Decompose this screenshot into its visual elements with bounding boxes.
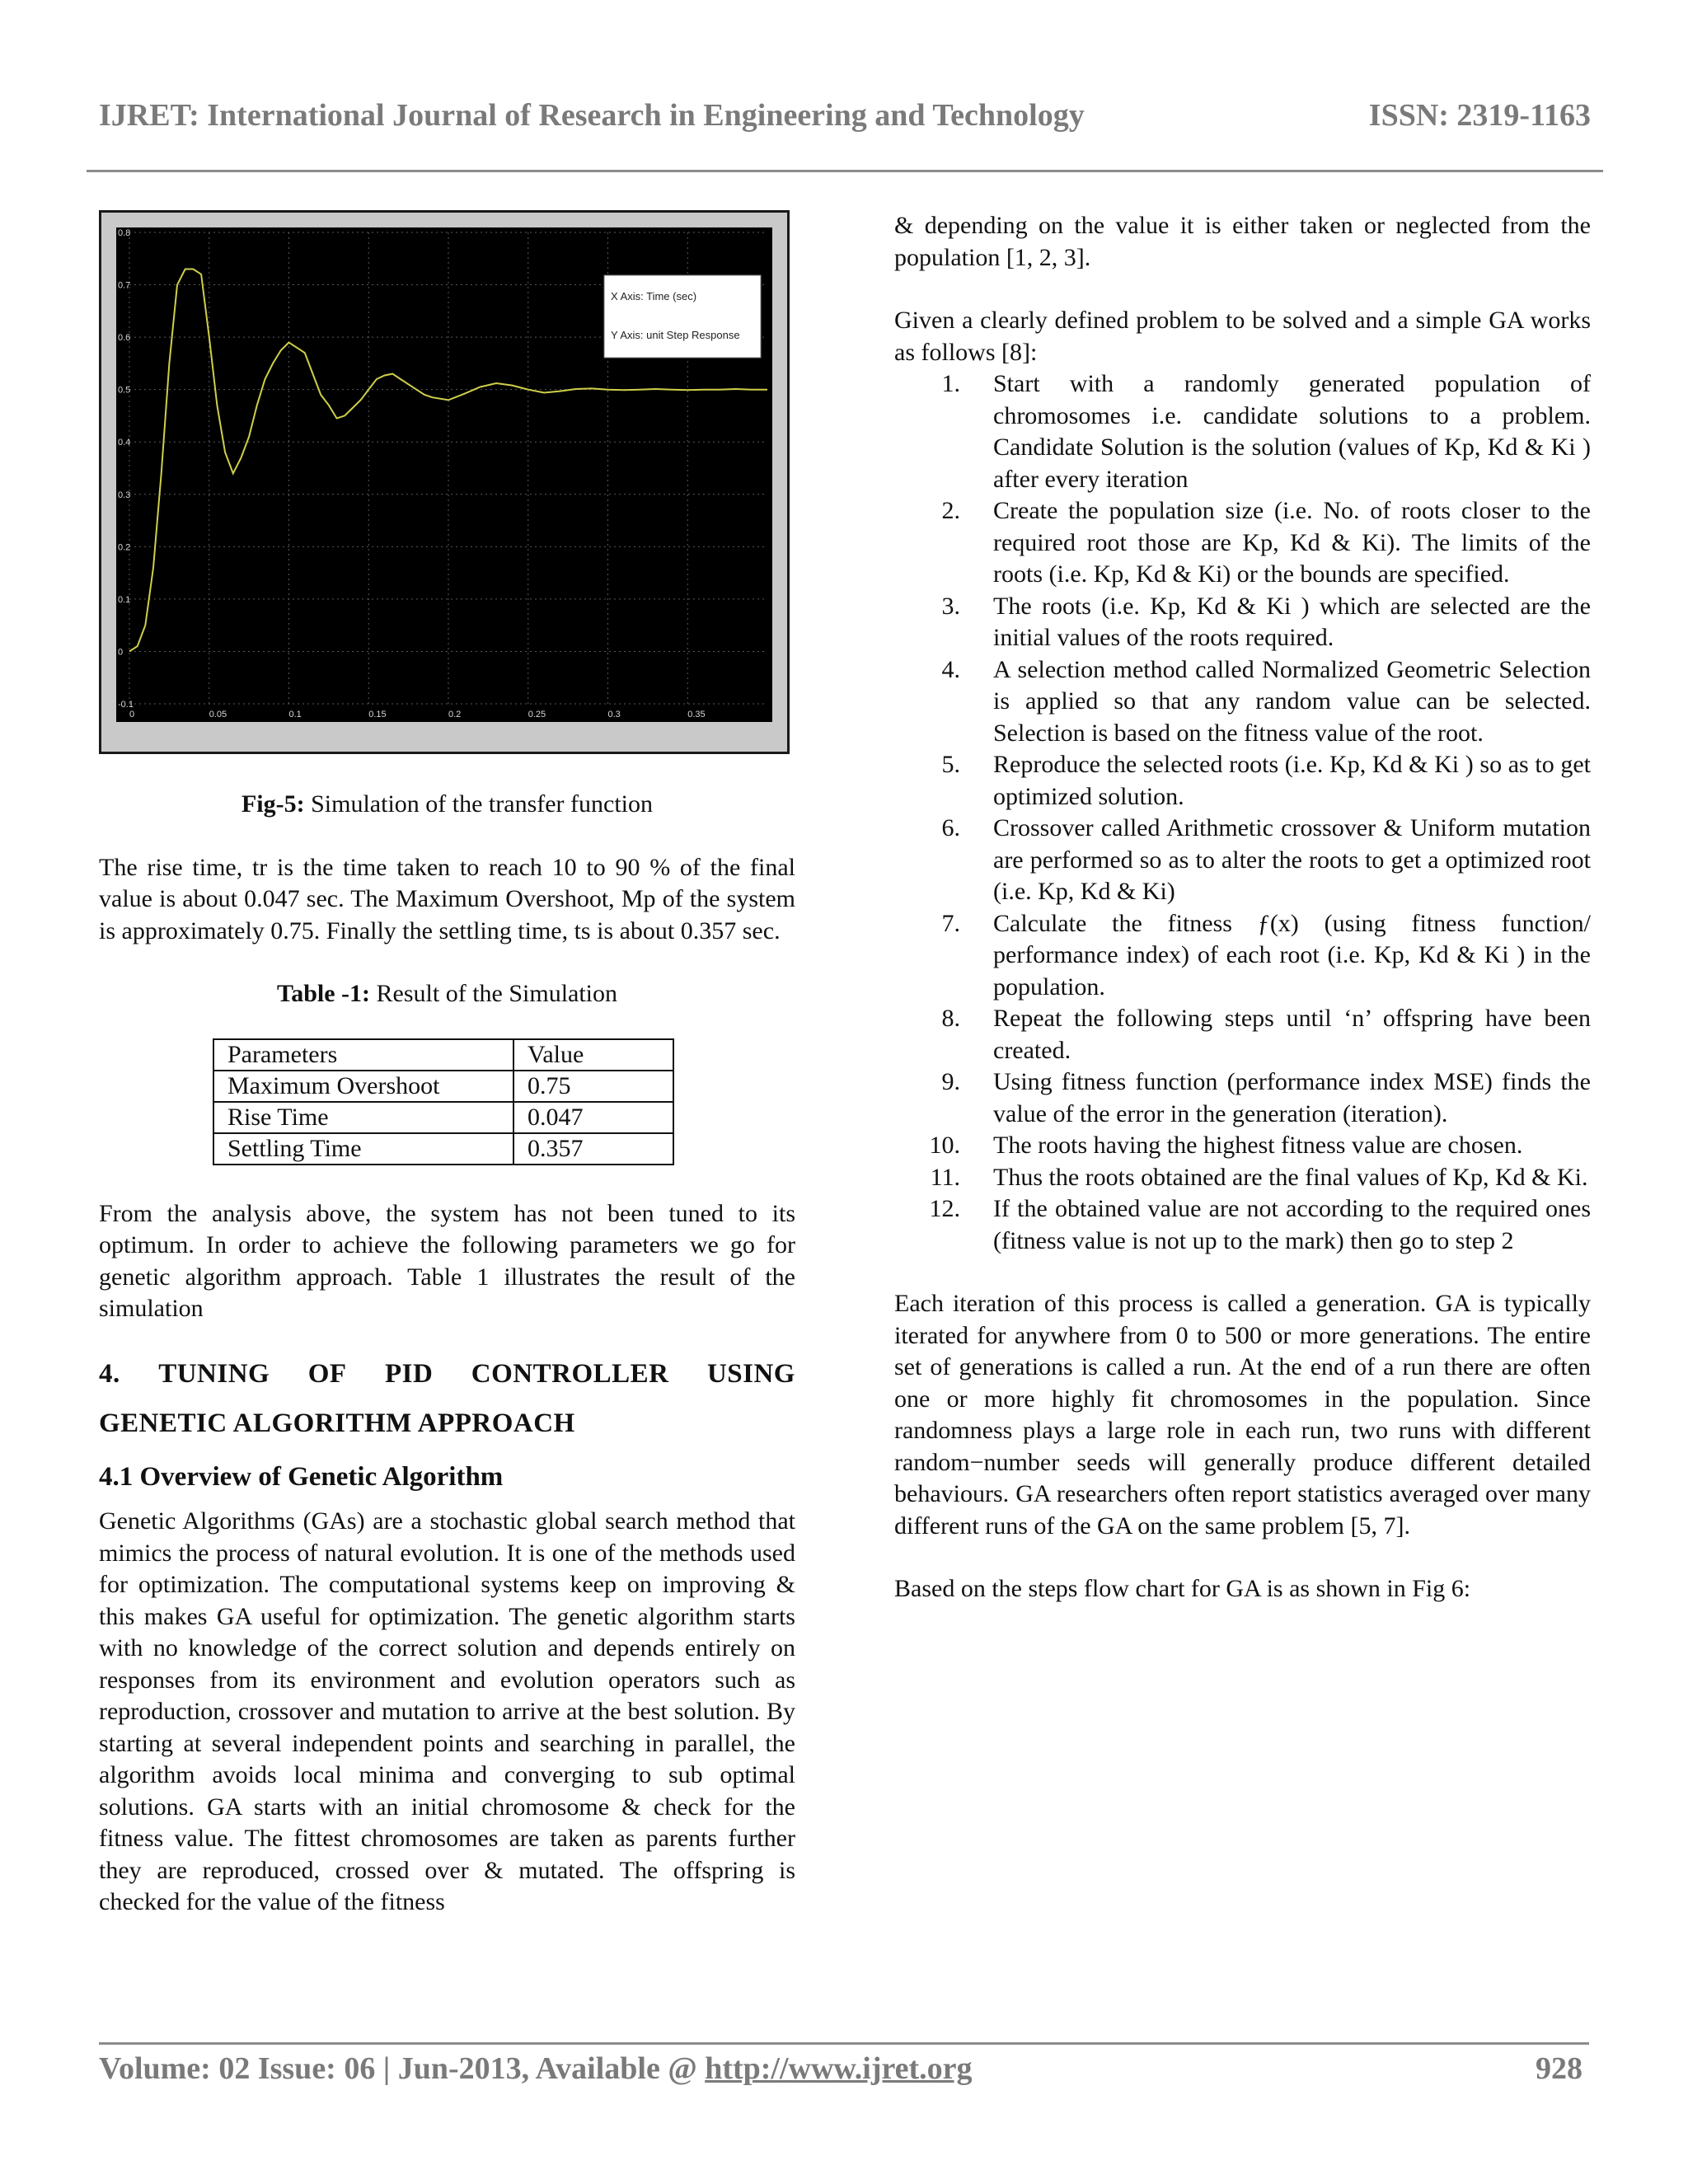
figure-5: [99, 210, 790, 754]
table-row: Settling Time 0.357: [213, 1133, 673, 1165]
table-row: Parameters Value: [213, 1039, 673, 1071]
page-footer: Volume: 02 Issue: 06 | Jun-2013, Available @ http://www.ijret.org 928: [99, 2051, 1582, 2086]
issn: ISSN: 2319-1163: [1368, 98, 1591, 133]
x-tick-label: 0.35: [687, 710, 706, 719]
list-item: 12. If the obtained value are not according to the required ones (fitness value is not up to the mark) then go to step 2: [929, 1195, 1591, 1254]
paragraph-ga-overview: Genetic Algorithms (GAs) are a stochastic global search method that mimics the process of natural evolution. It is one of the methods used for optimization. The computational systems keep on improving & this makes GA useful for optimization. The genetic algorithm starts with no knowledge of the correct solution and depends entirely on responses from its environment and evolution operators such as reproduction, crossover and mutation to arrive at the best solution. By starting at several independent points and searching in parallel, the algorithm avoids local minima and converging to sub optimal solutions. GA starts with an initial chromosome & check for the fitness value. The fittest chromosomes are taken as parents further they are reproduced, crossed over & mutated. The offspring is checked for the value of the fitness: [99, 1507, 795, 1915]
x-tick-label: 0.1: [288, 710, 302, 719]
y-tick-label: 0.7: [118, 280, 131, 291]
y-tick-label: -0.1: [118, 700, 134, 710]
y-tick-label: 0.4: [118, 438, 131, 448]
x-tick-label: 0.05: [209, 710, 227, 719]
journal-title: IJRET: International Journal of Research in Engineering and Technology: [99, 98, 1085, 133]
paragraph-ga-intro: Given a clearly defined problem to be solved and a simple GA works as follows [8]:: [894, 307, 1591, 366]
x-tick-label: 0.2: [448, 710, 462, 719]
page-number: 928: [1536, 2051, 1582, 2086]
y-tick-label: 0: [118, 647, 124, 658]
left-column: [99, 210, 795, 1919]
right-column: [894, 210, 1591, 1605]
legend-box: [604, 275, 761, 358]
paragraph-analysis: From the analysis above, the system has not been tuned to its optimum. In order to achieve the following parameters we go for genetic algorithm approach. Table 1 illustrates the result of the simulation: [99, 1199, 795, 1322]
list-item: 5. Reproduce the selected roots (i.e. Kp, Kd & Ki ) so as to get optimized solution.: [941, 751, 1591, 810]
list-item: 11. Thus the roots obtained are the final values of Kp, Kd & Ki.: [930, 1163, 1588, 1191]
list-item: 3. The roots (i.e. Kp, Kd & Ki ) which are selected are the initial values of the roots required.: [941, 592, 1591, 651]
list-item: 8. Repeat the following steps until ‘n’ offspring have been created.: [941, 1005, 1591, 1064]
paragraph-continuation: & depending on the value it is either taken or neglected from the population [1, 2, 3].: [894, 212, 1591, 271]
section-heading-4: 4. TUNING OF PID CONTROLLER USING GENETIC ALGORITHM APPROACH: [99, 1358, 795, 1438]
paragraph-rise-time: The rise time, tr is the time taken to reach 10 to 90 % of the final value is about 0.047 sec. The Maximum Overshoot, Mp of the system is approximately 0.75. Finally the settling time, ts is about 0.357 sec.: [99, 853, 795, 944]
list-item: 1. Start with a randomly generated population of chromosomes i.e. candidate solutions to a problem. Candidate Solution is the solution (values of Kp, Kd & Ki ) after every iteration: [941, 370, 1591, 493]
y-tick-label: 0.5: [118, 385, 131, 396]
table-row: Maximum Overshoot 0.75: [213, 1071, 673, 1102]
y-tick-label: 0.6: [118, 333, 131, 344]
y-tick-label: 0.1: [118, 594, 131, 605]
y-tick-label: 0.8: [118, 228, 131, 238]
x-tick-label: 0.3: [607, 710, 621, 719]
header-rule: [87, 170, 1603, 172]
y-tick-label: 0.3: [118, 490, 131, 500]
result-table: [213, 1038, 674, 1165]
paragraph-flow-chart: Based on the steps flow chart for GA is as shown in Fig 6:: [894, 1575, 1471, 1602]
legend-y-axis: Y Axis: unit Step Response: [611, 329, 740, 341]
journal-link[interactable]: http://www.ijret.org: [705, 2051, 973, 2086]
subsection-heading-4-1: 4.1 Overview of Genetic Algorithm: [99, 1461, 504, 1492]
table-row: Rise Time 0.047: [213, 1102, 673, 1133]
list-item: 2. Create the population size (i.e. No. of roots closer to the required root those are Kp, Kd & Ki). The limits of the roots (i.e. Kp, Kd & Ki) or the bounds are specified.: [941, 497, 1591, 588]
paragraph-generation: Each iteration of this process is called a generation. GA is typically iterated for anywhere from 0 to 500 or more generations. The entire set of generations is called a run. At the end of a run there are often one or more highly fit chromosomes in the population. Since randomness plays a large role in each run, two runs with different random−number seeds will generally produce different detailed behaviours. GA researchers often report statistics averaged over many different runs of the GA on the same problem [5, 7].: [894, 1290, 1591, 1540]
ga-steps-list: [894, 368, 1591, 1257]
x-tick-label: 0: [129, 710, 135, 719]
list-item: 6. Crossover called Arithmetic crossover & Uniform mutation are performed so as to alter the roots to get a optimized root (i.e. Kp, Kd & Ki): [941, 814, 1591, 905]
list-item: 7. Calculate the fitness ƒ(x) (using fitness function/ performance index) of each root (i.e. Kp, Kd & Ki ) in the population.: [941, 909, 1591, 1001]
list-item: 10. The roots having the highest fitness value are chosen.: [929, 1132, 1523, 1159]
y-tick-label: 0.2: [118, 542, 131, 553]
page-header: [99, 97, 1591, 134]
x-tick-label: 0.15: [368, 710, 387, 719]
step-response-chart: [116, 227, 772, 722]
x-tick-label: 0.25: [528, 710, 546, 719]
figure-caption: Fig-5: Simulation of the transfer function: [241, 790, 654, 818]
list-item: 9. Using fitness function (performance index MSE) finds the value of the error in the generation (iteration).: [941, 1068, 1591, 1127]
legend-x-axis: X Axis: Time (sec): [611, 290, 697, 302]
list-item: 4. A selection method called Normalized Geometric Selection is applied so that any random value can be selected. Selection is based on the fitness value of the root.: [941, 655, 1591, 747]
table-caption: Table -1: Result of the Simulation: [276, 980, 618, 1007]
footer-rule: [99, 2042, 1589, 2045]
